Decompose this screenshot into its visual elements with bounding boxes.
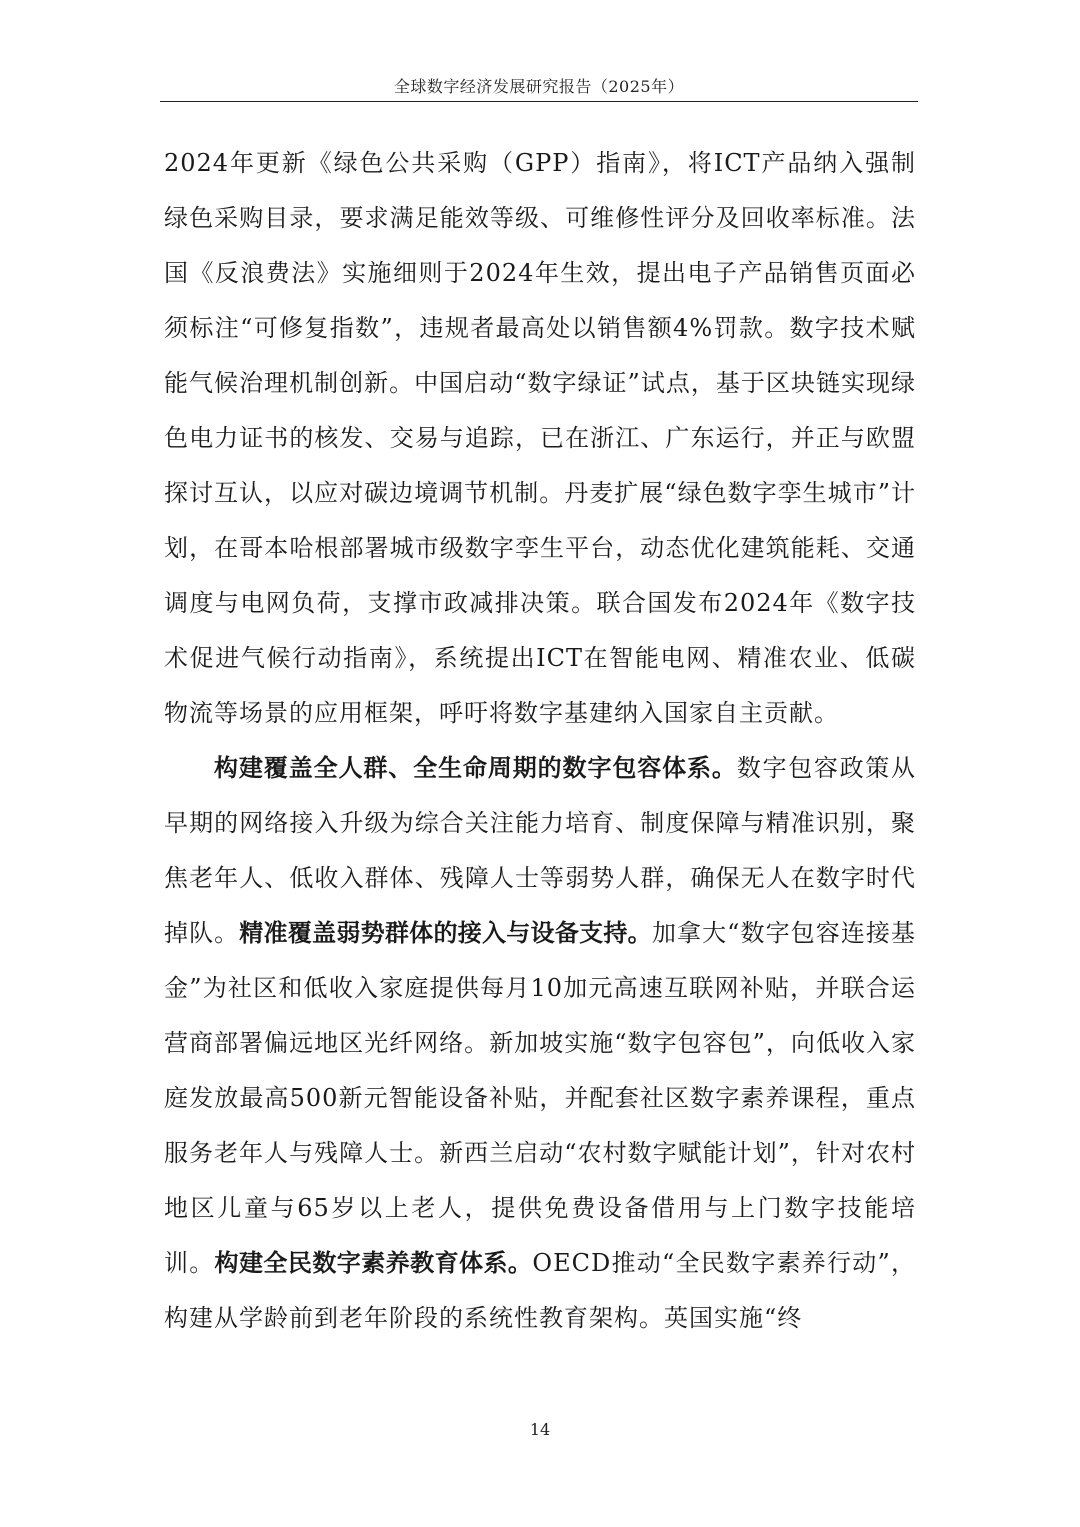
- subheading-digital-literacy: 构建全民数字素养教育体系。: [214, 1249, 533, 1277]
- subheading-vulnerable-groups: 精准覆盖弱势群体的接入与设备支持。: [239, 919, 652, 947]
- paragraph-text: OECD推动“全民数字素养行动”，构建从学龄前到老年阶段的系统性教育架构。英国实施“终: [164, 1249, 917, 1332]
- paragraph-text: 加拿大“数字包容连接基金”为社区和低收入家庭提供每月10加元高速互联网补贴，并联合运营商部署偏远地区光纤网络。新加坡实施“数字包容包”，向低收入家庭发放最高500新元智能设备补贴，并配套社区数字素养课程，重点服务老年人与残障人士。新西兰启动“农村数字赋能计划”，针对农村地区儿童与65岁以上老人，提供免费设备借用与上门数字技能培训。: [164, 919, 916, 1277]
- header-divider: [160, 101, 918, 102]
- paragraph-digital-inclusion: [164, 741, 916, 1346]
- body-text: [164, 136, 916, 1346]
- running-header: 全球数字经济发展研究报告（2025年）: [393, 77, 685, 96]
- section-heading-digital-inclusion: 构建覆盖全人群、全生命周期的数字包容体系。: [214, 754, 737, 782]
- page-number: 14: [529, 1420, 551, 1439]
- paragraph-green-digital: 2024年更新《绿色公共采购（GPP）指南》，将ICT产品纳入强制绿色采购目录，要求满足能效等级、可维修性评分及回收率标准。法国《反浪费法》实施细则于2024年生效，提出电子产品销售页面必须标注“可修复指数”，违规者最高处以销售额4%罚款。数字技术赋能气候治理机制创新。中国启动“数字绿证”试点，基于区块链实现绿色电力证书的核发、交易与追踪，已在浙江、广东运行，并正与欧盟探讨互认，以应对碳边境调节机制。丹麦扩展“绿色数字孪生城市”计划，在哥本哈根部署城市级数字孪生平台，动态优化建筑能耗、交通调度与电网负荷，支撑市政减排决策。联合国发布2024年《数字技术促进气候行动指南》，系统提出ICT在智能电网、精准农业、低碳物流等场景的应用框架，呼吁将数字基建纳入国家自主贡献。: [164, 149, 916, 727]
- paragraph-text: 数字包容政策从早期的网络接入升级为综合关注能力培育、制度保障与精准识别，聚焦老年人、低收入群体、残障人士等弱势人群，确保无人在数字时代掉队。: [164, 754, 917, 947]
